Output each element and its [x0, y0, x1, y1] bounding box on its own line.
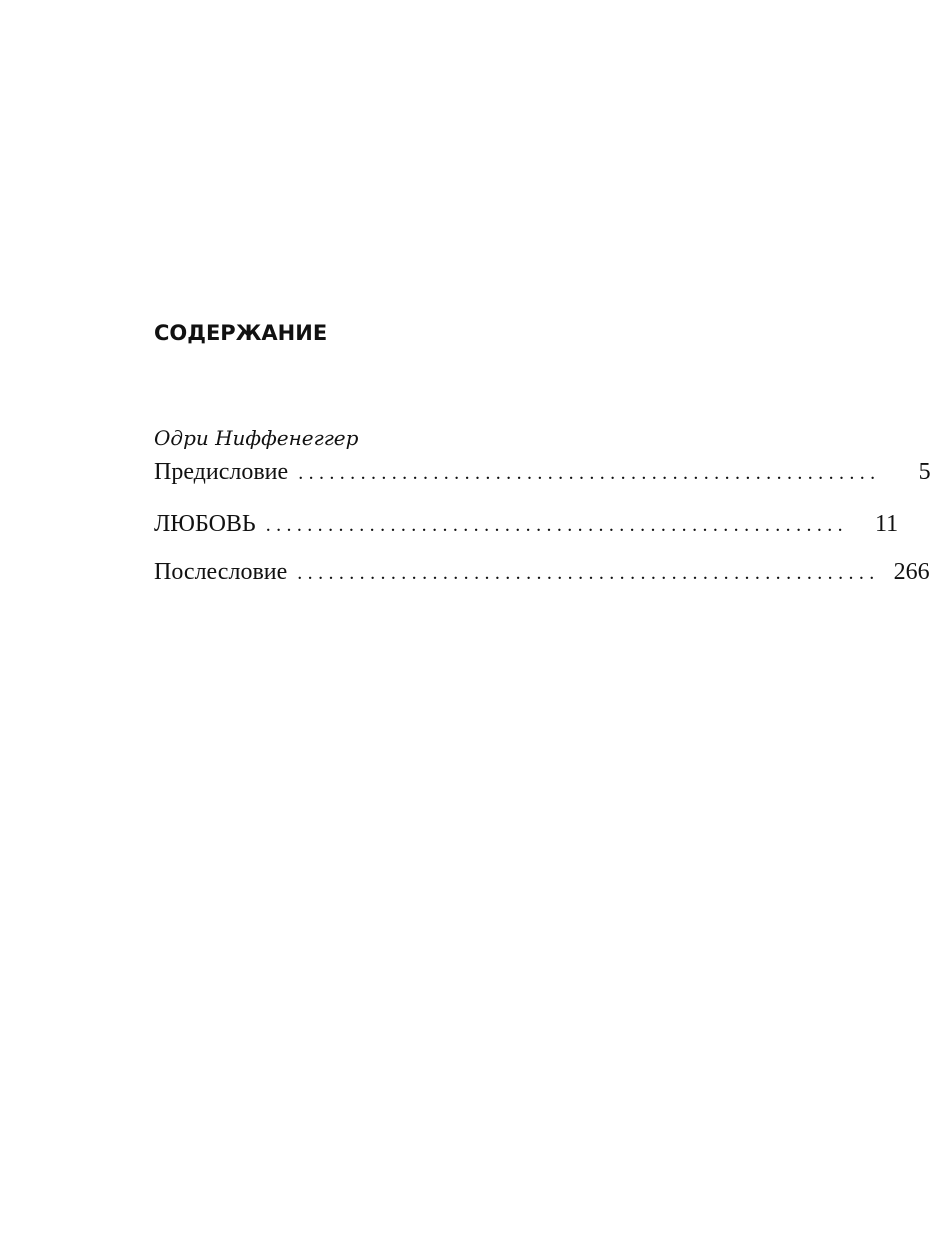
toc-entry-love — [154, 507, 899, 541]
toc-author-line: Одри Ниффенеггер — [154, 426, 359, 450]
dot-leader: ........................................................ — [298, 462, 881, 484]
dot-leader: ........................................................ — [297, 562, 880, 584]
toc-entry-title: ЛЮБОВЬ — [154, 511, 256, 537]
table-of-contents — [154, 421, 931, 589]
toc-entry-afterword — [154, 555, 930, 589]
toc-entry-page-number: 11 — [874, 511, 899, 537]
toc-entry-page-number: 266 — [893, 559, 930, 585]
contents-heading: СОДЕРЖАНИЕ — [154, 321, 328, 345]
toc-entry-foreword — [154, 455, 931, 489]
toc-entry-title: Предисловие — [154, 459, 289, 485]
toc-entry-title: Послесловие — [154, 559, 288, 585]
dot-leader: ........................................................ — [265, 514, 849, 536]
toc-entry-page-number: 5 — [918, 459, 931, 485]
